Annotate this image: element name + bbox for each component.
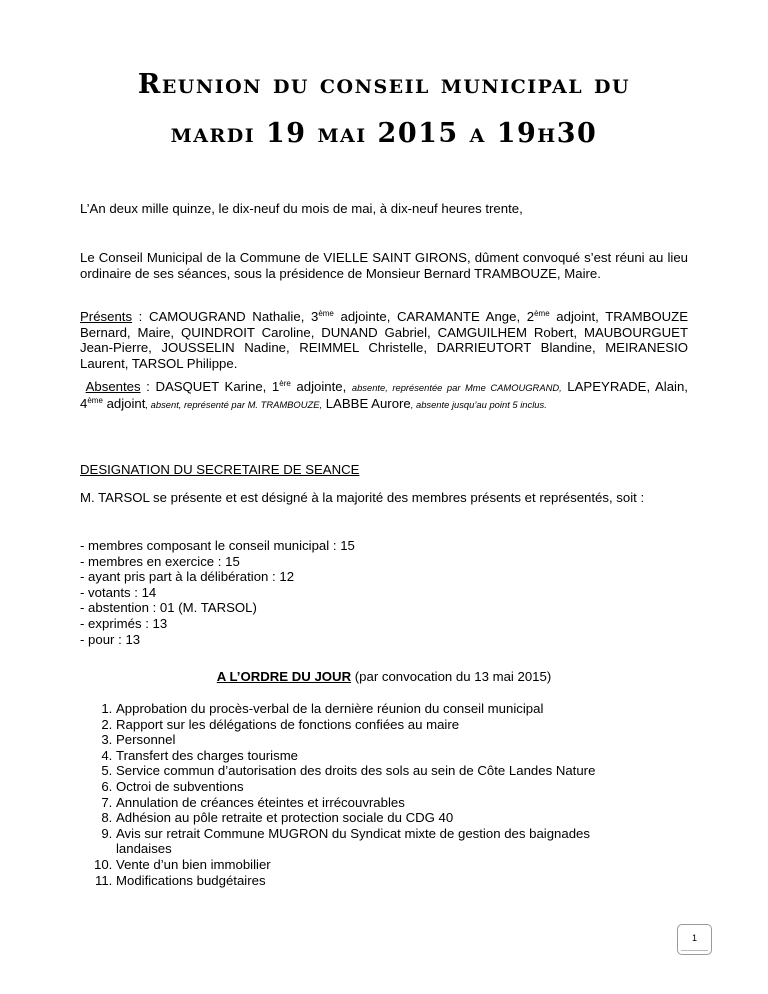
agenda-item: 6. Octroi de subventions: [116, 779, 688, 795]
ordre-heading: [80, 669, 688, 685]
title-line-1: Reunion du conseil municipal du: [137, 69, 631, 100]
page-number: 1: [691, 933, 697, 943]
agenda-item: 5. Service commun d’autorisation des droits des sols au sein de Côte Landes Nature: [116, 763, 688, 779]
agenda-item: 11. Modifications budgétaires: [116, 873, 688, 889]
vote-stat-line: - membres en exercice : 15: [80, 553, 240, 569]
vote-stat-line: - abstention : 01 (M. TARSOL): [80, 600, 257, 616]
secretaire-heading: DESIGNATION DU SECRETAIRE DE SEANCE: [80, 462, 360, 477]
title-line-2: mardi 19 mai 2015 a 19h30: [170, 118, 598, 149]
absentes-paragraph: [80, 379, 688, 412]
secretaire-heading-block: [80, 462, 688, 478]
agenda-item: 4. Transfert des charges tourisme: [116, 748, 688, 764]
agenda-item: 9. Avis sur retrait Commune MUGRON du Syndicat mixte de gestion des baignades landaises: [116, 826, 688, 857]
agenda-item: 2. Rapport sur les délégations de fonctions confiées au maire: [116, 717, 688, 733]
absentes-label: Absentes: [85, 379, 141, 394]
vote-stat-line: - votants : 14: [80, 584, 157, 600]
agenda-list: [80, 701, 688, 888]
page-number-box: [677, 924, 712, 955]
presents-paragraph: [80, 309, 688, 371]
agenda-item: 7. Annulation de créances éteintes et irrécouvrables: [116, 795, 688, 811]
presents-text: Présents : CAMOUGRAND Nathalie, 3ème adjointe, CARAMANTE Ange, 2ème adjoint, TRAMBOUZE Bernard, Maire, QUINDROIT Caroline, DUNAND Gabriel, CAMGUILHEM Robert, MAUBOURGUET Jean-Pierre, JOUSSELIN Nadine, REIMMEL Christelle, DARRIEUTORT Blandine, MEIRANESIO Laurent, TARSOL Philippe.: [80, 309, 688, 371]
agenda-item: 8. Adhésion au pôle retraite et protection sociale du CDG 40: [116, 810, 688, 826]
vote-stats: [80, 538, 688, 647]
presents-label: Présents: [80, 309, 133, 324]
vote-stat-line: - ayant pris part à la délibération : 12: [80, 569, 295, 585]
intro-paragraph: [80, 201, 688, 217]
convocation-paragraph: [80, 250, 688, 281]
convocation-text: Le Conseil Municipal de la Commune de VIELLE SAINT GIRONS, dûment convoqué s’est réuni au lieu ordinaire de ses séances, sous la présidence de Monsieur Bernard TRAMBOUZE, Maire.: [80, 250, 688, 281]
agenda-list-block: [80, 701, 688, 888]
agenda-item: 10. Vente d’un bien immobilier: [116, 857, 688, 873]
ordre-heading-title: A L’ORDRE DU JOUR: [216, 669, 352, 684]
ordre-heading-sub: (par convocation du 13 mai 2015): [351, 669, 552, 684]
vote-stat-line: - exprimés : 13: [80, 615, 168, 631]
vote-stat-line: - membres composant le conseil municipal : 15: [80, 538, 355, 553]
vote-stat-line: - pour : 13: [80, 631, 141, 647]
absentes-text: Absentes : DASQUET Karine, 1ère adjointe, absente, représentée par Mme CAMOUGRAND, LAPEYRADE, Alain, 4ème adjoint, absent, représenté par M. TRAMBOUZE, LABBE Aurore, absente jusqu’au point 5 inclus.: [80, 379, 688, 411]
intro-text: L’An deux mille quinze, le dix-neuf du mois de mai, à dix-neuf heures trente,: [80, 201, 523, 216]
secretaire-text-block: [80, 490, 688, 506]
secretaire-text: M. TARSOL se présente et est désigné à la majorité des membres présents et représentés, soit :: [80, 490, 645, 505]
agenda-item: 1. Approbation du procès-verbal de la dernière réunion du conseil municipal: [116, 701, 688, 717]
ordre-heading-block: [80, 669, 688, 685]
agenda-item: 3. Personnel: [116, 732, 688, 748]
